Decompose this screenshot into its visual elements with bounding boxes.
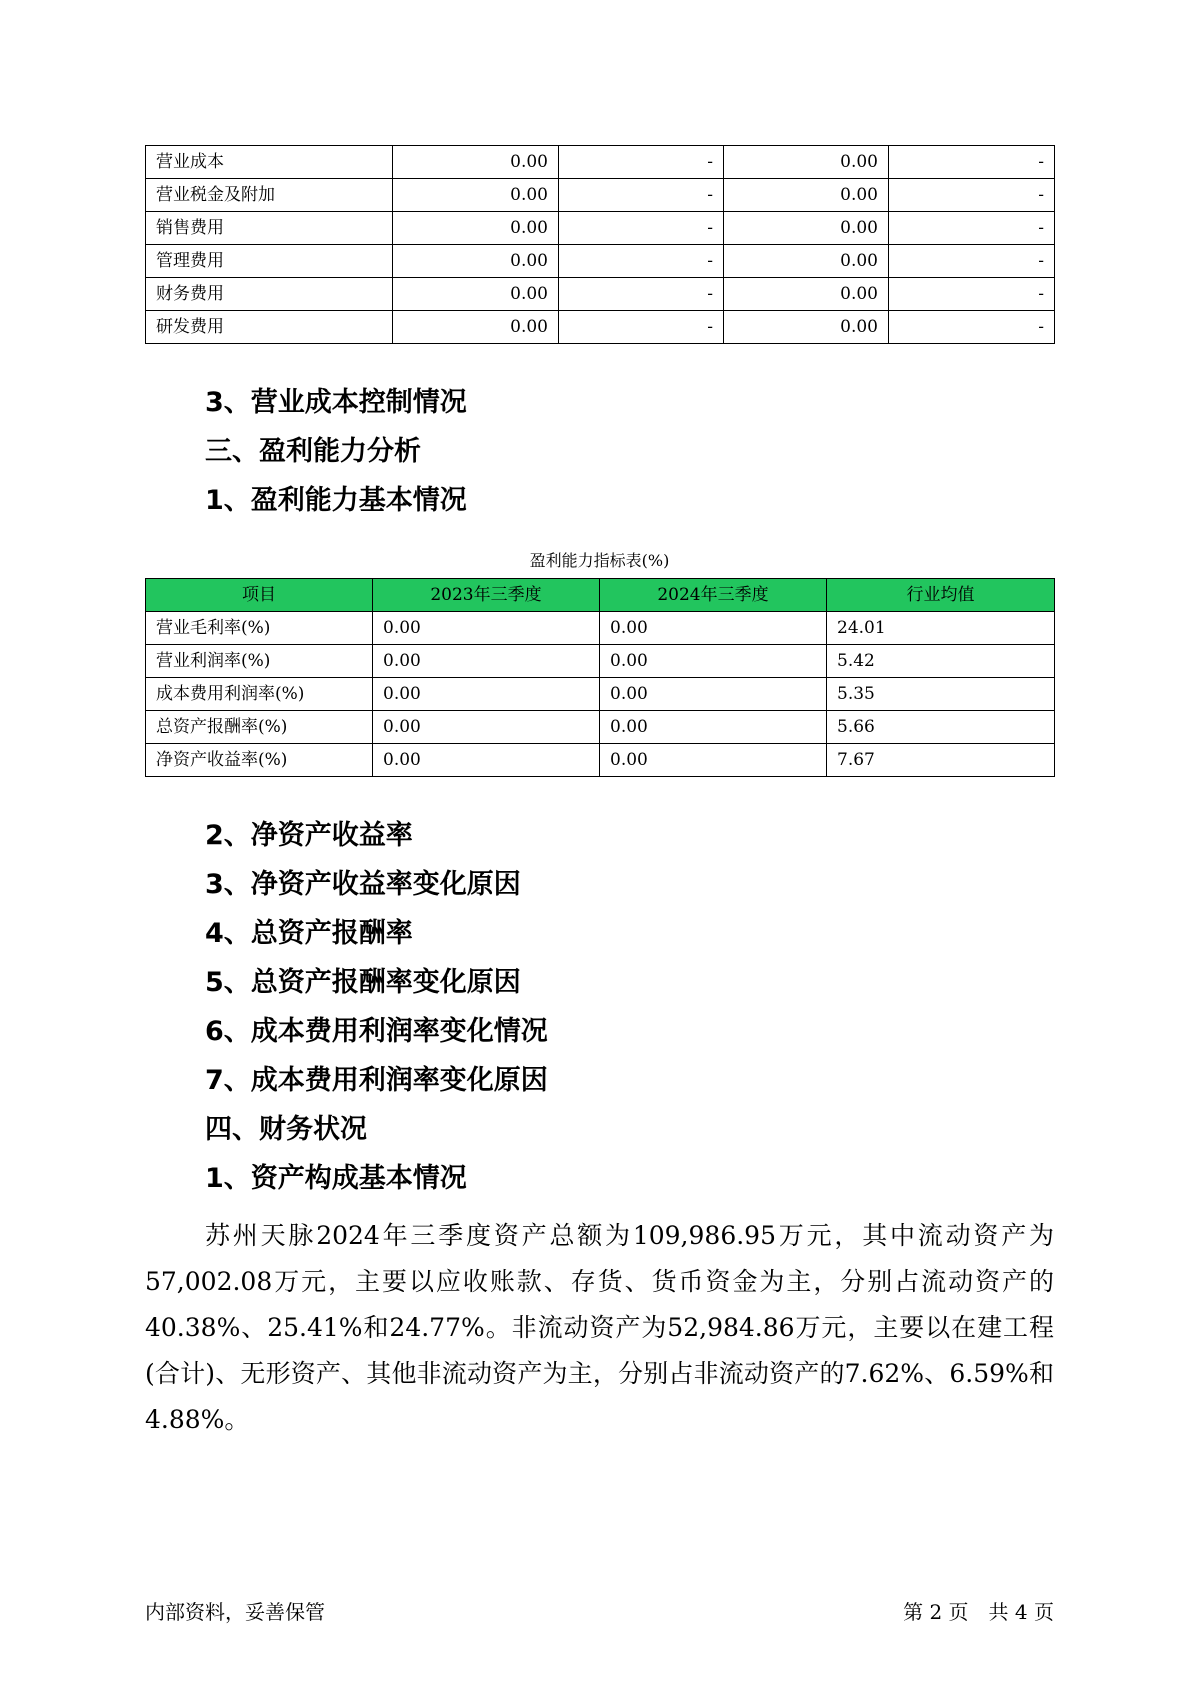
cost-table <box>145 145 1055 344</box>
change-cell: - <box>559 212 724 245</box>
section-heading: 3、净资产收益率变化原因 <box>205 869 521 900</box>
table-row <box>146 678 1055 711</box>
section-heading: 6、成本费用利润率变化情况 <box>205 1016 548 1047</box>
row-label: 管理费用 <box>146 245 393 278</box>
change-cell: - <box>889 212 1055 245</box>
table-cell: 0.00 <box>600 678 827 711</box>
table-row <box>146 744 1055 777</box>
column-header: 项目 <box>146 579 373 612</box>
value-cell: 0.00 <box>393 245 559 278</box>
row-label: 财务费用 <box>146 278 393 311</box>
table-cell: 0.00 <box>600 744 827 777</box>
body-paragraph: 苏州天脉2024年三季度资产总额为109,986.95万元，其中流动资产为57,002.08万元，主要以应收账款、存货、货币资金为主，分别占流动资产的40.38%、25.41%和24.77%。非流动资产为52,984.86万元，主要以在建工程(合计)、无形资产、其他非流动资产为主，分别占非流动资产的7.62%、6.59%和4.88%。 <box>145 1221 1054 1434</box>
table-cell: 7.67 <box>827 744 1055 777</box>
section-heading: 四、财务状况 <box>205 1114 367 1145</box>
change-cell: - <box>559 278 724 311</box>
table-row <box>146 278 1055 311</box>
profitability-table <box>145 578 1055 777</box>
value-cell: 0.00 <box>724 179 889 212</box>
change-cell: - <box>889 146 1055 179</box>
table-cell: 0.00 <box>373 711 600 744</box>
change-cell: - <box>889 278 1055 311</box>
change-cell: - <box>889 245 1055 278</box>
value-cell: 0.00 <box>393 179 559 212</box>
value-cell: 0.00 <box>724 212 889 245</box>
section-heading: 3、营业成本控制情况 <box>205 387 467 418</box>
table-cell: 0.00 <box>373 678 600 711</box>
change-cell: - <box>559 311 724 344</box>
value-cell: 0.00 <box>724 278 889 311</box>
table-cell: 5.42 <box>827 645 1055 678</box>
change-cell: - <box>889 179 1055 212</box>
value-cell: 0.00 <box>393 146 559 179</box>
table-row <box>146 245 1055 278</box>
row-label: 营业利润率(%) <box>146 645 373 678</box>
section-heading: 5、总资产报酬率变化原因 <box>205 967 521 998</box>
change-cell: - <box>889 311 1055 344</box>
table-row <box>146 146 1055 179</box>
section-heading: 三、盈利能力分析 <box>205 436 421 467</box>
table-header-row <box>146 579 1055 612</box>
table-row <box>146 311 1055 344</box>
section-heading: 2、净资产收益率 <box>205 820 413 851</box>
column-header: 2023年三季度 <box>373 579 600 612</box>
footer-confidential-note: 内部资料，妥善保管 <box>145 1600 325 1624</box>
value-cell: 0.00 <box>393 311 559 344</box>
table-cell: 0.00 <box>600 612 827 645</box>
table-row <box>146 711 1055 744</box>
change-cell: - <box>559 179 724 212</box>
row-label: 营业成本 <box>146 146 393 179</box>
section-heading: 7、成本费用利润率变化原因 <box>205 1065 548 1096</box>
table-cell: 0.00 <box>600 645 827 678</box>
table-cell: 24.01 <box>827 612 1055 645</box>
value-cell: 0.00 <box>724 245 889 278</box>
value-cell: 0.00 <box>393 278 559 311</box>
row-label: 研发费用 <box>146 311 393 344</box>
row-label: 营业税金及附加 <box>146 179 393 212</box>
row-label: 总资产报酬率(%) <box>146 711 373 744</box>
table-cell: 0.00 <box>600 711 827 744</box>
section-heading: 1、资产构成基本情况 <box>205 1163 467 1194</box>
column-header: 行业均值 <box>827 579 1055 612</box>
table-cell: 0.00 <box>373 612 600 645</box>
table-row <box>146 645 1055 678</box>
change-cell: - <box>559 146 724 179</box>
page-number: 第 2 页 共 4 页 <box>903 1600 1054 1624</box>
table-caption: 盈利能力指标表(%) <box>529 551 670 570</box>
value-cell: 0.00 <box>724 146 889 179</box>
value-cell: 0.00 <box>393 212 559 245</box>
row-label: 销售费用 <box>146 212 393 245</box>
table-row <box>146 612 1055 645</box>
section-heading: 1、盈利能力基本情况 <box>205 485 467 516</box>
table-row <box>146 179 1055 212</box>
change-cell: - <box>559 245 724 278</box>
table-cell: 0.00 <box>373 645 600 678</box>
table-cell: 0.00 <box>373 744 600 777</box>
value-cell: 0.00 <box>724 311 889 344</box>
row-label: 成本费用利润率(%) <box>146 678 373 711</box>
table-cell: 5.35 <box>827 678 1055 711</box>
section-heading: 4、总资产报酬率 <box>205 918 413 949</box>
column-header: 2024年三季度 <box>600 579 827 612</box>
table-row <box>146 212 1055 245</box>
row-label: 营业毛利率(%) <box>146 612 373 645</box>
table-cell: 5.66 <box>827 711 1055 744</box>
row-label: 净资产收益率(%) <box>146 744 373 777</box>
